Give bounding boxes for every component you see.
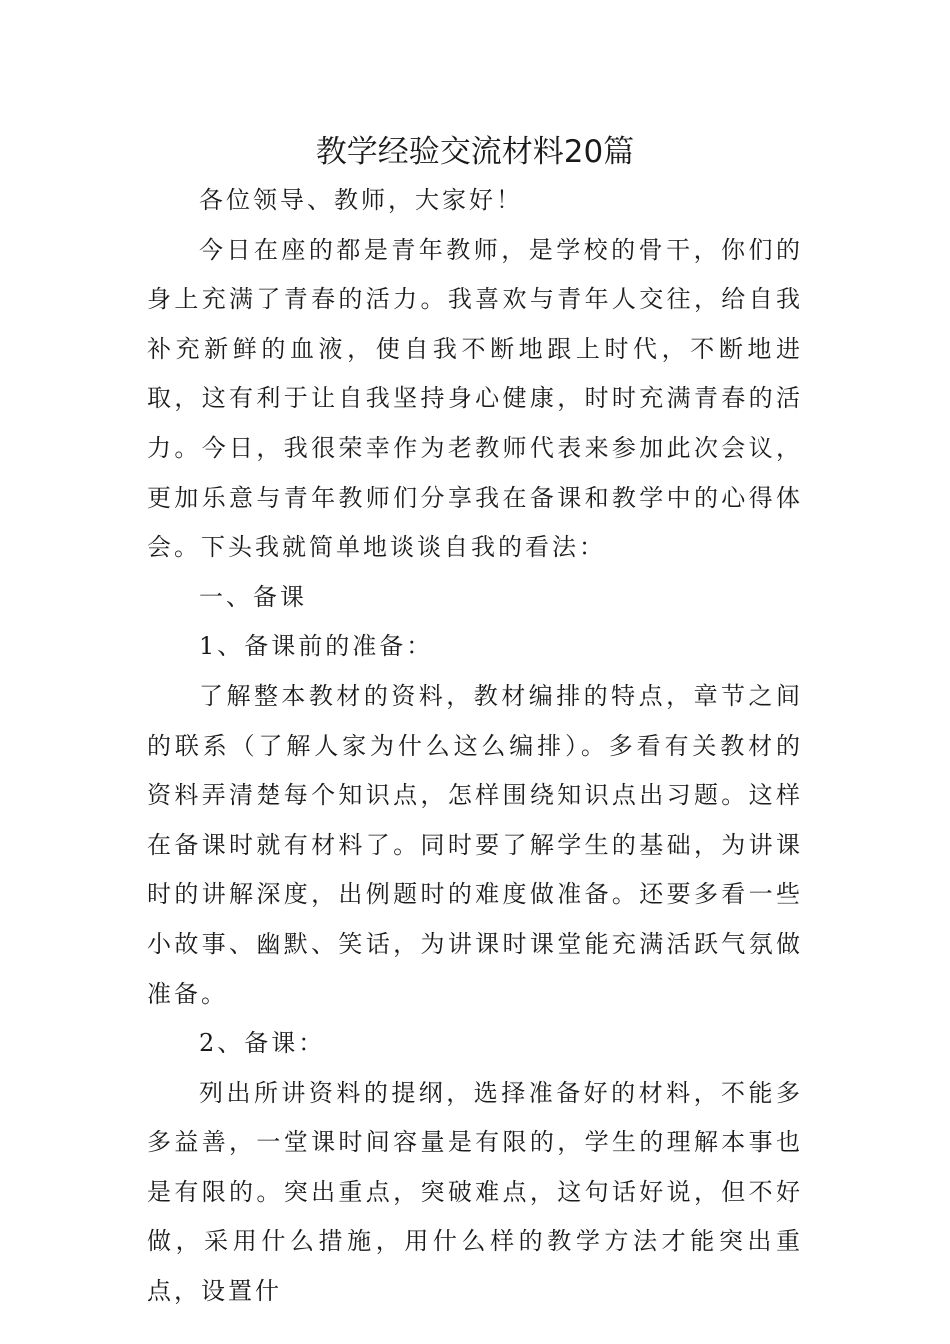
- paragraph-greeting: 各位领导、教师，大家好！: [199, 186, 523, 214]
- paragraph-intro: 今日在座的都是青年教师，是学校的骨干，你们的身上充满了青春的活力。我喜欢与青年人交往，给自我补充新鲜的血液，使自我不断地跟上时代，不断地进取，这有利于让自我坚持身心健康，时时充满青春的活力。今日，我很荣幸作为老教师代表来参加此次会议，更加乐意与青年教师们分享我在备课和教学中的心得体会。下头我就简单地谈谈自我的看法：: [147, 235, 803, 562]
- section-heading-lesson-prep: 一、备课: [199, 582, 307, 611]
- document-title: 教学经验交流材料20篇: [315, 134, 635, 170]
- subheading-prep: 2、备课：: [199, 1029, 326, 1058]
- document-body: [147, 176, 803, 1317]
- paragraph-before-prep: 了解整本教材的资料，教材编排的特点，章节之间的联系（了解人家为什么这么编排）。多看有关教材的资料弄清楚每个知识点，怎样围绕知识点出习题。这样在备课时就有材料了。同时要了解学生的基础，为讲课时的讲解深度，出例题时的难度做准备。还要多看一些小故事、幽默、笑话，为讲课时课堂能充满活跃气氛做准备。: [147, 681, 803, 1008]
- paragraph-prep: 列出所讲资料的提纲，选择准备好的材料，不能多多益善，一堂课时间容量是有限的，学生的理解本事也是有限的。突出重点，突破难点，这句话好说，但不好做，采用什么措施，用什么样的教学方法才能突出重点，设置什: [147, 1078, 803, 1306]
- subheading-before-prep: 1、备课前的准备：: [199, 632, 434, 661]
